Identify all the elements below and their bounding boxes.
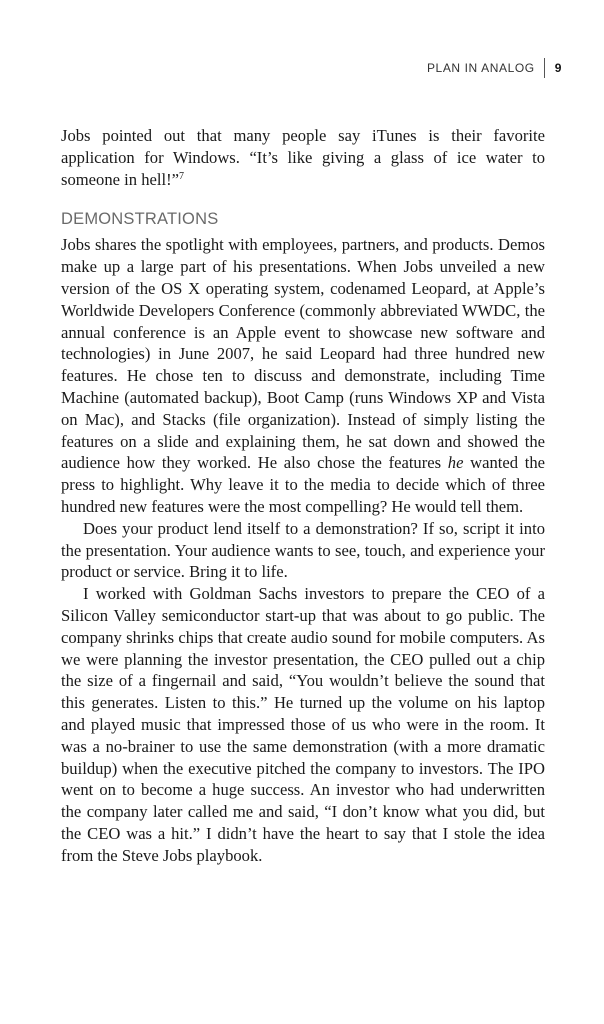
- paragraph-goldman-sachs-story: I worked with Goldman Sachs investors to prepare the CEO of a Silicon Valley semiconductor start-up that was about to go public. The company shrinks chips that create audio sound for mobile computers. As we were planning the investor presentation, the CEO pulled out a chip the size of a fingernail and said, “You wouldn’t believe the sound that this generates. Listen to this.” He turned up the volume on his laptop and played music that impressed those of us who were in the room. It was a no-brainer to use the same demonstration (with a more dramatic buildup) when the executive pitched the company to investors. The IPO went on to become a huge success. An investor who had underwritten the company later called me and said, “I don’t know what you did, but the CEO was a hit.” I didn’t have the heart to say that I stole the idea from the Steve Jobs playbook.: [61, 584, 545, 865]
- section-heading: DEMONSTRATIONS: [61, 210, 219, 229]
- paragraph-demos-intro-text-a: Jobs shares the spotlight with employees, partners, and products. Demos make up a large part of his presentations. When Jobs unveiled a new version of the OS X operating system, codenamed Leopard, at Apple’s Worldwide Developers Conference (commonly abbreviated WWDC, the annual conference is an Apple event to showcase new software and technologies) in June 2007, he said Leopard had three hundred new features. He chose ten to discuss and demonstrate, including Time Machine (automated backup), Boot Camp (runs Windows XP and Vista on Mac), and Stacks (file organization). Instead of simply listing the features on a slide and explaining them, he sat down and showed the audience how they worked. He also chose the features: [61, 235, 545, 473]
- running-head: [427, 58, 562, 78]
- paragraph-demos-intro-text-b: wanted the press to highlight. Why leave it to the media to decide which of three hundred new features were the most compelling? He would tell them.: [61, 453, 546, 516]
- running-head-divider: [544, 58, 545, 78]
- page-body: [61, 125, 545, 867]
- paragraph-demos-intro: [61, 234, 545, 517]
- opening-paragraph-text: Jobs pointed out that many people say iTunes is their favorite application for Windows. “It’s like giving a glass of ice water to someone in hell!”: [61, 126, 545, 189]
- footnote-marker: 7: [178, 170, 184, 182]
- opening-paragraph: [61, 125, 545, 190]
- emphasis-he: he: [447, 453, 464, 473]
- running-head-title: PLAN IN ANALOG: [426, 61, 535, 75]
- paragraph-demonstration-question: Does your product lend itself to a demonstration? If so, script it into the presentation. Your audience wants to see, touch, and experience your product or service. Bring it to life.: [61, 518, 545, 582]
- page-number: 9: [554, 61, 562, 75]
